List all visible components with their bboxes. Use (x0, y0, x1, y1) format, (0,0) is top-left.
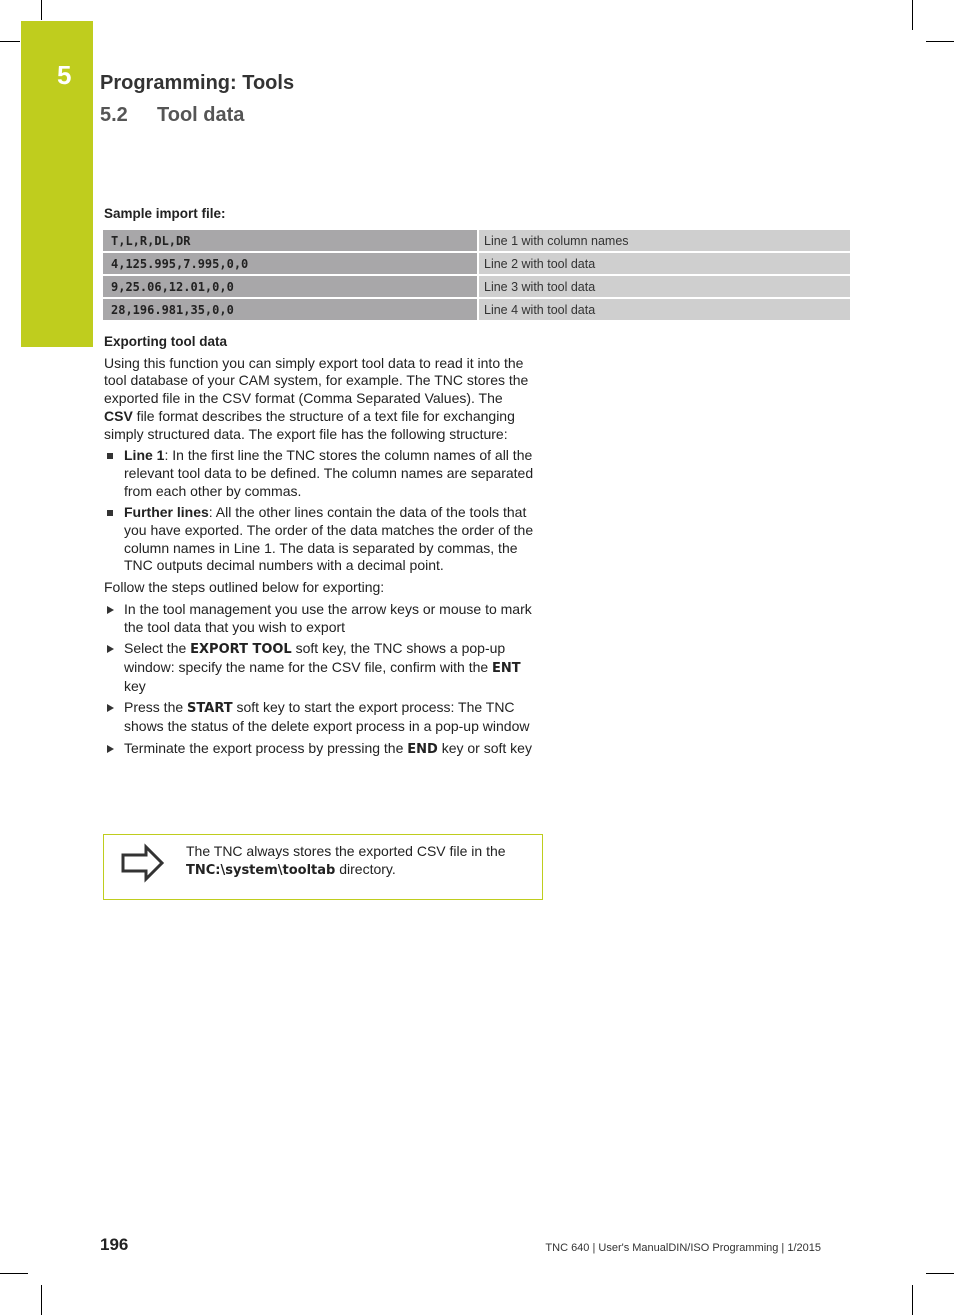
page-number: 196 (100, 1235, 129, 1254)
step-item (104, 601, 534, 636)
softkey-label: EXPORT TOOL (190, 642, 292, 658)
list-item (104, 447, 534, 500)
note-text-part: The TNC always stores the exported CSV file in the (186, 843, 506, 859)
table-cell-desc: Line 2 with tool data (477, 253, 850, 274)
table-cell-code: T,L,R,DL,DR (103, 230, 477, 251)
bullet-term: Further lines (124, 504, 209, 521)
table-cell-code: 28,196.981,35,0,0 (103, 299, 477, 320)
note-text-part: directory. (335, 861, 396, 877)
arrow-right-icon (118, 843, 168, 888)
table-row (103, 253, 850, 274)
footer-text: TNC 640 | User's ManualDIN/ISO Programming | 1/2015 (545, 1242, 821, 1254)
table-cell-code: 4,125.995,7.995,0,0 (103, 253, 477, 274)
intro-csv: CSV (104, 407, 133, 424)
step-arrow-icon (107, 704, 114, 712)
export-intro (104, 355, 534, 444)
bullet-square-icon (107, 453, 113, 459)
note-path: TNC:\system\tooltab (186, 863, 336, 878)
crop-mark (41, 1285, 42, 1315)
step-arrow-icon (107, 745, 114, 753)
step-item (104, 740, 534, 759)
key-label: ENT (492, 660, 521, 676)
sample-table (103, 228, 850, 322)
crop-mark (926, 1273, 954, 1274)
chapter-number: 5 (57, 60, 72, 90)
softkey-label: START (187, 701, 233, 717)
export-heading: Exporting tool data (104, 334, 227, 349)
intro-text: Using this function you can simply export tool data to read it into the tool database of your CAM system, for example. The TNC stores the exported file in the CSV format (Comma Separated Values). The (104, 354, 529, 407)
step-item (104, 699, 534, 735)
note-box (103, 834, 543, 900)
section-name: Tool data (157, 104, 245, 126)
list-item (104, 504, 534, 575)
crop-mark (0, 1273, 28, 1274)
step-text: key (124, 677, 146, 694)
table-row (103, 230, 850, 251)
step-text: Select the (124, 640, 191, 657)
chapter-title: Programming: Tools (100, 72, 295, 94)
step-text: soft key, the TNC shows a pop-up window: specify the name for the CSV file, confirm with the (124, 640, 506, 675)
step-text: Terminate the export process by pressing the (124, 739, 408, 756)
crop-mark (912, 0, 913, 30)
body-column (104, 333, 534, 762)
crop-mark (41, 0, 42, 20)
crop-mark (912, 1285, 913, 1315)
table-row (103, 276, 850, 297)
crop-mark (926, 41, 954, 42)
key-label: END (407, 741, 438, 757)
intro-text: file format describes the structure of a text file for exchanging simply structured data. The export file has the following structure: (104, 407, 515, 442)
note-text (186, 842, 531, 880)
step-arrow-icon (107, 645, 114, 653)
bullet-text: : In the first line the TNC stores the column names of all the relevant tool data to be defined. The column names are separated from each other by commas. (124, 447, 534, 499)
table-cell-desc: Line 3 with tool data (477, 276, 850, 297)
bullet-square-icon (107, 510, 113, 516)
bullet-text: : All the other lines contain the data of the tools that you have exported. The order of the data matches the order of the column names in Line 1. The data is separated by commas, the TNC outputs decimal numbers with a decimal point. (124, 504, 534, 574)
table-cell-desc: Line 1 with column names (477, 230, 850, 251)
step-text: In the tool management you use the arrow keys or mouse to mark the tool data that you wish to export (124, 600, 532, 635)
crop-mark (0, 41, 20, 42)
follow-text: Follow the steps outlined below for exporting: (104, 579, 385, 596)
step-text: key or soft key (437, 739, 532, 756)
section-number: 5.2 (100, 104, 128, 126)
step-text: Press the (124, 699, 188, 716)
step-text: soft key to start the export process: The TNC shows the status of the delete export process in a pop-up window (124, 699, 530, 735)
bullet-term: Line 1 (124, 447, 165, 464)
table-row (103, 299, 850, 320)
sample-heading: Sample import file: (104, 206, 226, 221)
table-cell-code: 9,25.06,12.01,0,0 (103, 276, 477, 297)
step-arrow-icon (107, 606, 114, 614)
step-item (104, 640, 534, 695)
section-title (100, 104, 244, 127)
table-cell-desc: Line 4 with tool data (477, 299, 850, 320)
